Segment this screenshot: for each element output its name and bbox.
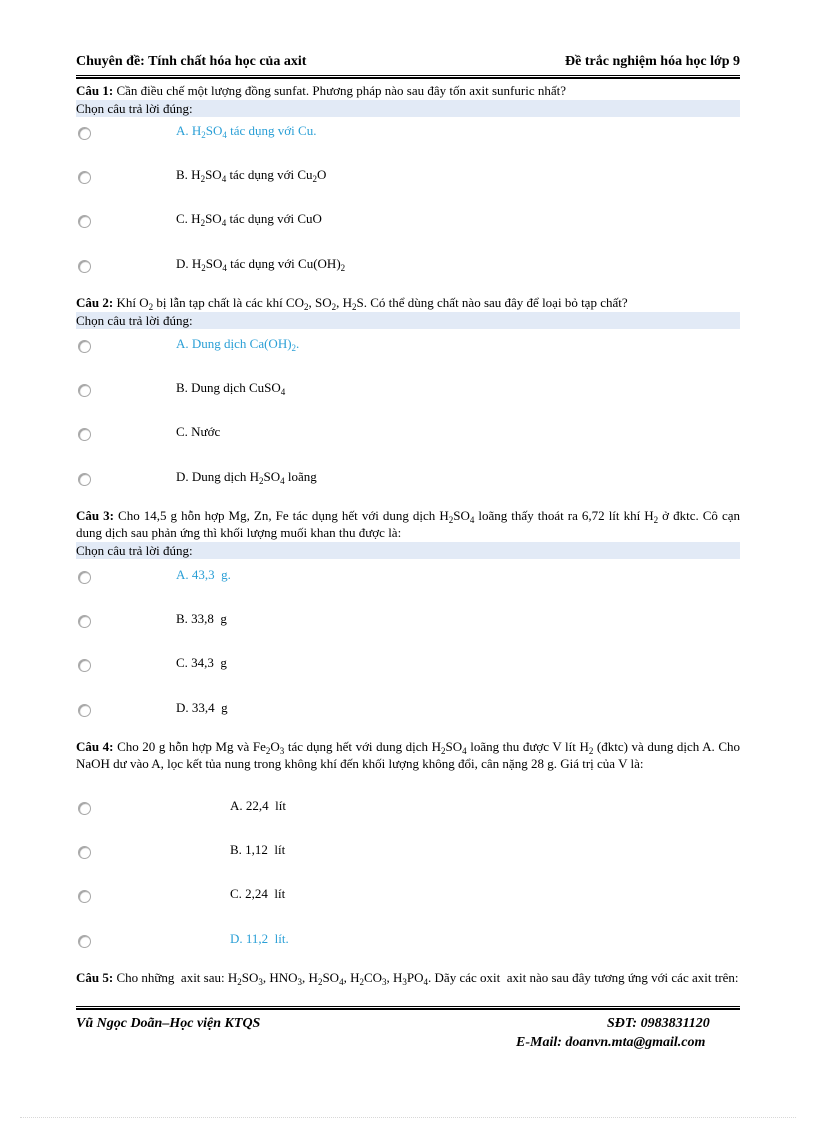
q1-option-c[interactable]: C. $H_2SO_4$ tác dụng với CuO — [176, 211, 322, 228]
q3-option-a[interactable]: A. 43,3 g. — [176, 567, 231, 582]
q4-option-c-radio[interactable] — [78, 890, 91, 903]
q1-option-b[interactable]: B. $H_2SO_4$ tác dụng với $Cu_2O$ — [176, 167, 327, 184]
question-1 — [76, 82, 740, 99]
question-2-text: Khí $O_2$ bị lẫn tạp chất là các khí $CO_2$, $SO_2$, $H_2S$. Có thể dùng chất nào sau đây để loại bỏ tạp chất? — [113, 295, 628, 312]
question-1-prompt: Chọn câu trả lời đúng: — [76, 100, 740, 117]
footer-rule — [76, 1006, 740, 1007]
q2-option-a-radio[interactable] — [78, 340, 91, 353]
q2-option-c[interactable]: C. Nước — [176, 424, 221, 439]
q1-option-d[interactable]: D. $H_2SO_4$ tác dụng với $Cu(OH)_2$ — [176, 256, 346, 273]
page-header — [76, 54, 740, 74]
q3-option-c[interactable]: C. 34,3 g — [176, 655, 227, 670]
question-4 — [76, 738, 740, 772]
question-3-text: Cho 14,5 g hỗn hợp Mg, Zn, Fe tác dụng hết với dung dịch $H_2SO_4$ loãng thấy thoát ra 6,72 lít khí $H_2$ ở đktc. Cô cạn dung dịch sau phản ứng thì khối lượng muối khan thu được là: — [76, 508, 741, 540]
q1-option-b-radio[interactable] — [78, 171, 91, 184]
q4-option-b[interactable]: B. 1,12 lít — [230, 842, 286, 857]
footer-phone: SĐT: 0983831120 — [607, 1016, 710, 1031]
q2-option-c-radio[interactable] — [78, 428, 91, 441]
footer-author: Vũ Ngọc Doãn–Học viện KTQS — [76, 1016, 261, 1031]
q4-option-b-radio[interactable] — [78, 846, 91, 859]
question-3 — [76, 507, 740, 541]
q1-option-a[interactable]: A. $H_2SO_4$ tác dụng với Cu. — [176, 123, 317, 140]
q3-option-b-radio[interactable] — [78, 615, 91, 628]
q2-option-b[interactable]: B. Dung dịch CuSO$_4$ — [176, 380, 286, 397]
q2-option-a[interactable]: A. Dung dịch $Ca(OH)_2$. — [176, 336, 300, 353]
q4-option-d[interactable]: D. 11,2 lít. — [230, 931, 289, 946]
header-grade: Đề trắc nghiệm hóa học lớp 9 — [565, 54, 740, 69]
header-rule-thick — [76, 77, 740, 79]
question-4-text: Cho 20 g hỗn hợp Mg và $Fe_2O_3$ tác dụng hết với dung dịch $H_2SO_4$ loãng thu được V lít $H_2$ (đktc) và dung dịch A. Cho NaOH dư vào A, lọc kết tủa nung trong không khí đến khối lượng không đổi, cân nặng 28 g. Giá trị của V là: — [76, 739, 740, 771]
q2-option-b-radio[interactable] — [78, 384, 91, 397]
question-5 — [76, 969, 740, 986]
question-5-text: Cho những axit sau: $H_2SO_3$, $HNO_3$, $H_2SO_4$, $H_2CO_3$, $H_3PO_4$. Dãy các oxit axit nào sau đây tương ứng với các axit trên: — [113, 970, 739, 987]
q4-option-a-radio[interactable] — [78, 802, 91, 815]
footer-rule-thick — [76, 1008, 740, 1010]
q3-option-d-radio[interactable] — [78, 704, 91, 717]
q3-option-b[interactable]: B. 33,8 g — [176, 611, 227, 626]
question-1-text: Cần điều chế một lượng đồng sunfat. Phương pháp nào sau đây tốn axit sunfuric nhất? — [113, 83, 566, 98]
q3-option-d[interactable]: D. 33,4 g — [176, 700, 228, 715]
q3-option-a-radio[interactable] — [78, 571, 91, 584]
header-topic: Chuyên đề: Tính chất hóa học của axit — [76, 54, 307, 69]
q1-option-d-radio[interactable] — [78, 260, 91, 273]
header-rule — [76, 75, 740, 76]
q4-option-a[interactable]: A. 22,4 lít — [230, 798, 286, 813]
page-bottom-edge — [20, 1117, 796, 1118]
q2-option-d-radio[interactable] — [78, 473, 91, 486]
question-3-number: Câu 3: — [76, 508, 114, 523]
q2-option-d[interactable]: D. Dung dịch $H_2SO_4$ loãng — [176, 469, 317, 486]
q4-option-d-radio[interactable] — [78, 935, 91, 948]
question-1-number: Câu 1: — [76, 83, 114, 98]
question-2 — [76, 294, 740, 311]
q1-option-c-radio[interactable] — [78, 215, 91, 228]
q1-option-a-radio[interactable] — [78, 127, 91, 140]
q4-option-c[interactable]: C. 2,24 lít — [230, 886, 286, 901]
footer-email: E-Mail: doanvn.mta@gmail.com — [516, 1035, 706, 1050]
question-2-prompt: Chọn câu trả lời đúng: — [76, 312, 740, 329]
question-2-number: Câu 2: — [76, 295, 114, 310]
question-4-number: Câu 4: — [76, 739, 114, 754]
q3-option-c-radio[interactable] — [78, 659, 91, 672]
question-5-number: Câu 5: — [76, 970, 114, 985]
question-3-prompt: Chọn câu trả lời đúng: — [76, 542, 740, 559]
